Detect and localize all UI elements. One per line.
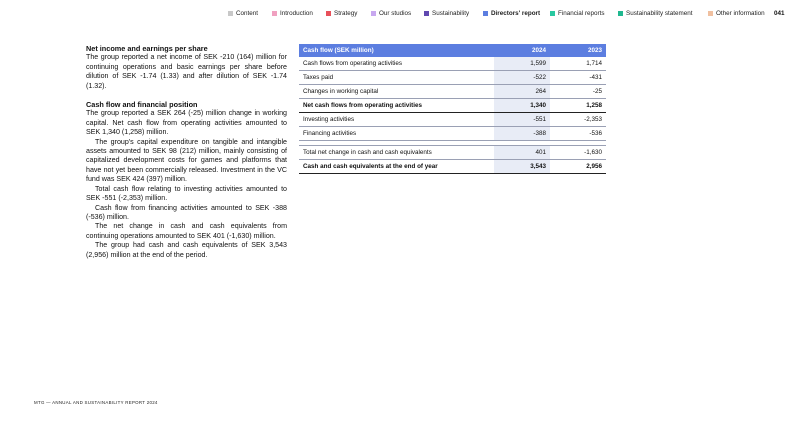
row-label: Taxes paid [299,71,494,85]
nav-label: Sustainability [432,10,470,17]
square-icon [326,11,331,16]
row-label: Total net change in cash and cash equivalents [299,146,494,160]
row-label: Cash flows from operating activities [299,57,494,71]
nav-item-directors-report[interactable] [483,10,540,17]
row-label: Changes in working capital [299,85,494,99]
table-header-label: Cash flow (SEK million) [299,44,494,57]
nav-label: Other information [716,10,765,17]
paragraph: The group reported a net income of SEK -210 (164) million for continuing operations and basic earnings per share before dilution of SEK -1.74 (1.33) and after dilution of SEK -1.74 (1.32). [86,53,287,90]
value-2023: -1,630 [550,146,606,160]
value-2024: -551 [494,113,550,127]
value-2023: 1,258 [550,99,606,113]
body-text [86,44,287,260]
value-2024: 3,543 [494,160,550,174]
table-row-total [299,160,606,174]
nav-label: Financial reports [558,10,605,17]
square-icon [483,11,488,16]
square-icon [272,11,277,16]
table-row [299,57,606,71]
value-2023: -536 [550,127,606,141]
nav-label: Directors' report [491,10,541,17]
square-icon [550,11,555,16]
value-2023: -25 [550,85,606,99]
paragraph: The net change in cash and cash equivalents from continuing operations amounted to SEK 401 (-1,630) million. [86,222,287,240]
nav-label: Content [236,10,259,17]
table-row [299,85,606,99]
row-label: Cash and cash equivalents at the end of year [299,160,494,174]
nav-item-other-information[interactable] [708,10,765,17]
square-icon [371,11,376,16]
paragraph: The group reported a SEK 264 (-25) million change in working capital. Net cash flow from operating activities amounted to SEK 1,340 (1,258) million. [86,109,287,137]
value-2023: -431 [550,71,606,85]
value-2024: 401 [494,146,550,160]
table-header-row [299,44,606,57]
row-label: Net cash flows from operating activities [299,99,494,113]
section-heading: Cash flow and financial position [86,100,198,110]
nav-item-sustainability[interactable] [424,10,469,17]
row-label: Investing activities [299,113,494,127]
value-2023: -2,353 [550,113,606,127]
nav-item-sustainability-statement[interactable] [618,10,693,17]
top-navigation [0,10,800,20]
section-heading: Net income and earnings per share [86,44,208,53]
value-2023: 1,714 [550,57,606,71]
nav-label: Sustainability statement [626,10,693,17]
paragraph: The group's capital expenditure on tangible and intangible assets amounted to SEK 98 (212) million, mainly consisting of capitalized development costs for games and platforms that have not yet been commercially released. Investment in the VC fund was SEK 424 (397) million. [86,137,287,184]
paragraph: Total cash flow relating to investing activities amounted to SEK -551 (-2,353) million. [86,184,287,203]
square-icon [424,11,429,16]
nav-label: Introduction [280,10,313,17]
table-row-subtotal [299,99,606,113]
paragraph: The group had cash and cash equivalents of SEK 3,543 (2,956) million at the end of the period. [86,241,287,259]
value-2024: 1,599 [494,57,550,71]
value-2024: -388 [494,127,550,141]
cash-flow-table [299,44,606,174]
row-label: Financing activities [299,127,494,141]
nav-item-financial-reports[interactable] [550,10,605,17]
nav-label: Strategy [334,10,358,17]
nav-item-content[interactable] [228,10,258,17]
square-icon [228,11,233,16]
table-row [299,71,606,85]
table-row [299,146,606,160]
table-row [299,127,606,141]
value-2024: 1,340 [494,99,550,113]
paragraph: Cash flow from financing activities amounted to SEK -388 (-536) million. [86,203,287,221]
table-row [299,113,606,127]
square-icon [618,11,623,16]
square-icon [708,11,713,16]
page-number: 041 [774,10,785,17]
value-2023: 2,956 [550,160,606,174]
value-2024: -522 [494,71,550,85]
table-header-2023: 2023 [550,44,606,57]
table-header-2024: 2024 [494,44,550,57]
nav-label: Our studios [379,10,412,17]
nav-item-our-studios[interactable] [371,10,411,17]
page-footer: MTG — ANNUAL AND SUSTAINABILITY REPORT 2024 [34,400,158,405]
nav-item-introduction[interactable] [272,10,313,17]
nav-item-strategy[interactable] [326,10,357,17]
value-2024: 264 [494,85,550,99]
